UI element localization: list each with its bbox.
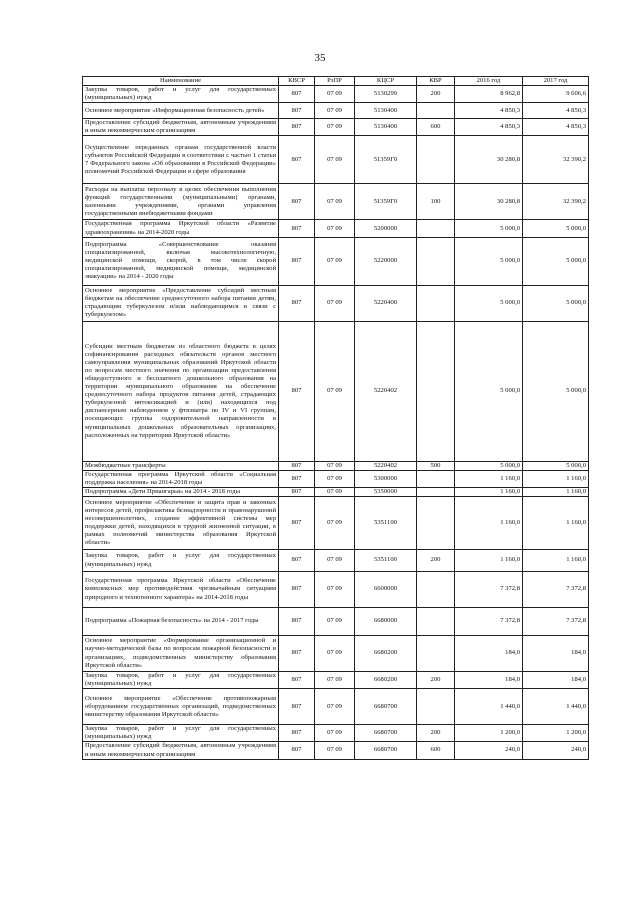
row-2016: 5 000,0 [455, 461, 523, 470]
row-kcsr: 6680700 [355, 742, 417, 759]
row-2017: 32 390,2 [523, 184, 589, 220]
row-2017: 1 200,0 [523, 725, 589, 742]
row-2017: 5 000,0 [523, 461, 589, 470]
row-kvsr: 807 [279, 285, 315, 321]
row-kvsr: 807 [279, 689, 315, 725]
header-rzpr: РзПР [315, 77, 355, 86]
row-2017: 9 606,6 [523, 86, 589, 103]
row-name: Основное мероприятие «Информационная безопасность детей» [83, 103, 279, 119]
table-row [83, 672, 589, 689]
row-kvsr: 807 [279, 321, 315, 461]
row-2016: 184,0 [455, 636, 523, 672]
row-rzpr: 07 09 [315, 725, 355, 742]
table-row [83, 119, 589, 136]
row-rzpr: 07 09 [315, 119, 355, 136]
table-row [83, 220, 589, 237]
row-2016: 4 850,3 [455, 103, 523, 119]
row-kvsr: 807 [279, 184, 315, 220]
table-row [83, 572, 589, 608]
row-kvr [417, 237, 455, 285]
row-rzpr: 07 09 [315, 487, 355, 496]
row-2016: 5 000,0 [455, 220, 523, 237]
row-name: Государственная программа Иркутской области «Социальная поддержка населения» на 2014-2018 годы [83, 470, 279, 487]
row-name: Основное мероприятие «Обеспечение противопожарным оборудованием государственных организаций, подведомственных министерству образования Иркутской области» [83, 689, 279, 725]
row-2017: 7 372,8 [523, 572, 589, 608]
header-kvr: КВР [417, 77, 455, 86]
row-name: Осуществление переданных органам государственной власти субъектов Российской Федерации в соответствии с частью 1 статьи 7 Федерального закона «Об образовании в Российской Федерации» полномочий Российской Федерации в сфере образования [83, 136, 279, 184]
row-kcsr: 6680000 [355, 608, 417, 636]
row-kvsr: 807 [279, 487, 315, 496]
row-kcsr: 5351100 [355, 550, 417, 572]
row-kcsr: 51359Г0 [355, 184, 417, 220]
row-2017: 184,0 [523, 636, 589, 672]
row-2016: 5 000,0 [455, 237, 523, 285]
row-kvr [417, 321, 455, 461]
row-2016: 7 372,8 [455, 572, 523, 608]
row-2016: 1 160,0 [455, 497, 523, 550]
row-kvr [417, 220, 455, 237]
row-kvsr: 807 [279, 725, 315, 742]
row-2017: 1 160,0 [523, 497, 589, 550]
row-2016: 4 850,3 [455, 119, 523, 136]
row-rzpr: 07 09 [315, 285, 355, 321]
row-2017: 4 850,3 [523, 119, 589, 136]
row-kvr: 200 [417, 550, 455, 572]
row-kvr [417, 636, 455, 672]
row-kvr [417, 608, 455, 636]
row-rzpr: 07 09 [315, 550, 355, 572]
row-kvsr: 807 [279, 572, 315, 608]
row-2016: 240,0 [455, 742, 523, 759]
row-kvr [417, 497, 455, 550]
row-name: Государственная программа Иркутской области «Обеспечение комплексных мер противодействия чрезвычайным ситуациям природного и техногенного характера» на 2014-2018 годы [83, 572, 279, 608]
row-rzpr: 07 09 [315, 572, 355, 608]
header-2016: 2016 год [455, 77, 523, 86]
row-rzpr: 07 09 [315, 103, 355, 119]
row-name: Подпрограмма «Пожарная безопасность» на 2014 - 2017 годы [83, 608, 279, 636]
header-2017: 2017 год [523, 77, 589, 86]
row-kvsr: 807 [279, 470, 315, 487]
row-name: Основное мероприятие «Предоставление субсидий местным бюджетам на обеспечение среднесуточного набора питания детям, страдающим туберкулезом и/или наблюдающимся в связи с туберкулезом» [83, 285, 279, 321]
row-kvr: 600 [417, 742, 455, 759]
row-name: Закупка товаров, работ и услуг для государственных (муниципальных) нужд [83, 550, 279, 572]
row-kvsr: 807 [279, 237, 315, 285]
row-name: Предоставление субсидий бюджетным, автономным учреждениям и иным некоммерческим организациям [83, 119, 279, 136]
row-kcsr: 51359Г0 [355, 136, 417, 184]
row-2017: 5 000,0 [523, 220, 589, 237]
row-rzpr: 07 09 [315, 689, 355, 725]
row-2017: 1 160,0 [523, 487, 589, 496]
row-kcsr: 6680200 [355, 672, 417, 689]
row-kvsr: 807 [279, 103, 315, 119]
row-2017: 5 000,0 [523, 321, 589, 461]
header-kcsr: КЦСР [355, 77, 417, 86]
row-kvsr: 807 [279, 742, 315, 759]
row-rzpr: 07 09 [315, 608, 355, 636]
row-kcsr: 6680200 [355, 636, 417, 672]
row-name: Межбюджетные трансферты [83, 461, 279, 470]
row-2017: 1 160,0 [523, 470, 589, 487]
table-row [83, 550, 589, 572]
row-name: Предоставление субсидий бюджетным, автономным учреждениям и иным некоммерческим организациям [83, 742, 279, 759]
header-name: Наименование [83, 77, 279, 86]
row-name: Подпрограмма «Совершенствование оказания специализированной, включая высокотехнологичную, медицинской помощи, скорой, в том числе скорой специализированной, медицинской помощи, медицинской эвакуации» на 2014 - 2020 годы [83, 237, 279, 285]
row-rzpr: 07 09 [315, 470, 355, 487]
row-2016: 1 160,0 [455, 550, 523, 572]
row-kvsr: 807 [279, 497, 315, 550]
row-2016: 184,0 [455, 672, 523, 689]
table-row [83, 321, 589, 461]
row-kcsr: 5130400 [355, 103, 417, 119]
row-2017: 4 850,3 [523, 103, 589, 119]
row-2017: 32 390,2 [523, 136, 589, 184]
row-kvr [417, 470, 455, 487]
row-name: Основное мероприятие «Обеспечение и защита прав и законных интересов детей, профилактика безнадзорности и правонарушений несовершеннолетних, создание эффективной системы мер поддержки детей, находящихся в трудной жизненной ситуации, в рамках полномочий министерства образования Иркутской области» [83, 497, 279, 550]
table-row [83, 285, 589, 321]
row-rzpr: 07 09 [315, 742, 355, 759]
row-kvr [417, 689, 455, 725]
budget-table [82, 76, 589, 760]
row-2017: 5 000,0 [523, 285, 589, 321]
table-row [83, 497, 589, 550]
table-row [83, 742, 589, 759]
row-name: Закупка товаров, работ и услуг для государственных (муниципальных) нужд [83, 725, 279, 742]
row-kvr [417, 487, 455, 496]
row-2017: 5 000,0 [523, 237, 589, 285]
row-2017: 1 440,0 [523, 689, 589, 725]
row-kvr: 200 [417, 672, 455, 689]
row-kvsr: 807 [279, 136, 315, 184]
row-name: Закупка товаров, работ и услуг для государственных (муниципальных) нужд [83, 86, 279, 103]
row-rzpr: 07 09 [315, 321, 355, 461]
row-2016: 5 000,0 [455, 321, 523, 461]
row-kcsr: 5220000 [355, 237, 417, 285]
table-row [83, 608, 589, 636]
table-row [83, 487, 589, 496]
row-kvr [417, 572, 455, 608]
table-row [83, 103, 589, 119]
table-row [83, 136, 589, 184]
row-kcsr: 6680700 [355, 689, 417, 725]
row-name: Государственная программа Иркутской области «Развитие здравоохранения» на 2014-2020 годы [83, 220, 279, 237]
row-rzpr: 07 09 [315, 220, 355, 237]
row-rzpr: 07 09 [315, 497, 355, 550]
row-rzpr: 07 09 [315, 136, 355, 184]
row-kvsr: 807 [279, 636, 315, 672]
row-kvr: 200 [417, 86, 455, 103]
row-name: Закупка товаров, работ и услуг для государственных (муниципальных) нужд [83, 672, 279, 689]
header-kvsr: КВСР [279, 77, 315, 86]
row-kvr [417, 103, 455, 119]
table-row [83, 184, 589, 220]
table-row [83, 237, 589, 285]
row-kcsr: 6680700 [355, 725, 417, 742]
row-kcsr: 5130299 [355, 86, 417, 103]
row-kvr [417, 285, 455, 321]
table-row [83, 470, 589, 487]
row-2016: 30 280,8 [455, 184, 523, 220]
row-2016: 1 440,0 [455, 689, 523, 725]
row-rzpr: 07 09 [315, 184, 355, 220]
row-2017: 184,0 [523, 672, 589, 689]
row-2017: 240,0 [523, 742, 589, 759]
row-2016: 1 160,0 [455, 487, 523, 496]
row-kcsr: 5300000 [355, 470, 417, 487]
row-kvr: 200 [417, 725, 455, 742]
row-kvr: 100 [417, 184, 455, 220]
table-row [83, 86, 589, 103]
row-kvsr: 807 [279, 672, 315, 689]
table-row [83, 636, 589, 672]
row-2016: 5 000,0 [455, 285, 523, 321]
row-kcsr: 5220400 [355, 285, 417, 321]
row-2017: 7 372,8 [523, 608, 589, 636]
row-name: Расходы на выплаты персоналу в целях обеспечения выполнения функций государственными (муниципальными) органами, казенными учреждениями, органами управления государственными внебюджетными фондами [83, 184, 279, 220]
table-row [83, 725, 589, 742]
row-rzpr: 07 09 [315, 461, 355, 470]
page-number: 35 [314, 52, 326, 64]
row-2016: 1 160,0 [455, 470, 523, 487]
row-kcsr: 5130400 [355, 119, 417, 136]
table-row [83, 689, 589, 725]
row-kvsr: 807 [279, 86, 315, 103]
row-kcsr: 5351100 [355, 497, 417, 550]
row-kcsr: 5200000 [355, 220, 417, 237]
table-row [83, 461, 589, 470]
row-name: Субсидии местным бюджетам из областного бюджета в целях софинансирования расходных обязательств органов местного самоуправления муниципальных образований Иркутской области по вопросам местного значения по организации предоставления общедоступного и бесплатного дошкольного образования на территории муниципального образования на обеспечение среднесуточного набора продуктов питания детей, страдающих туберкулезной интоксикацией и (или) находящихся под диспансерным наблюдением у фтизиатра по IV и VI группам, посещающих группы оздоровительной направленности в муниципальных дошкольных образовательных организациях, расположенных на территории Иркутской области» [83, 321, 279, 461]
row-kcsr: 6600000 [355, 572, 417, 608]
row-kvsr: 807 [279, 461, 315, 470]
row-kcsr: 5220402 [355, 461, 417, 470]
row-name: Основное мероприятие «Формирование организационной и научно-методической базы по вопросам пожарной безопасности в организациях, подведомственных министерству образования Иркутской области» [83, 636, 279, 672]
row-kvr: 600 [417, 119, 455, 136]
row-rzpr: 07 09 [315, 86, 355, 103]
row-kvr [417, 136, 455, 184]
row-kvsr: 807 [279, 608, 315, 636]
row-rzpr: 07 09 [315, 636, 355, 672]
row-2016: 30 280,8 [455, 136, 523, 184]
row-kvsr: 807 [279, 550, 315, 572]
row-kvsr: 807 [279, 220, 315, 237]
row-2016: 8 962,8 [455, 86, 523, 103]
row-rzpr: 07 09 [315, 672, 355, 689]
row-kvsr: 807 [279, 119, 315, 136]
row-kvr: 500 [417, 461, 455, 470]
row-kcsr: 5350000 [355, 487, 417, 496]
row-2016: 7 372,8 [455, 608, 523, 636]
row-kcsr: 5220402 [355, 321, 417, 461]
row-2016: 1 200,0 [455, 725, 523, 742]
row-rzpr: 07 09 [315, 237, 355, 285]
row-2017: 1 160,0 [523, 550, 589, 572]
row-name: Подпрограмма «Дети Приангарья» на 2014 - 2018 годы [83, 487, 279, 496]
table-header-row [83, 77, 589, 86]
